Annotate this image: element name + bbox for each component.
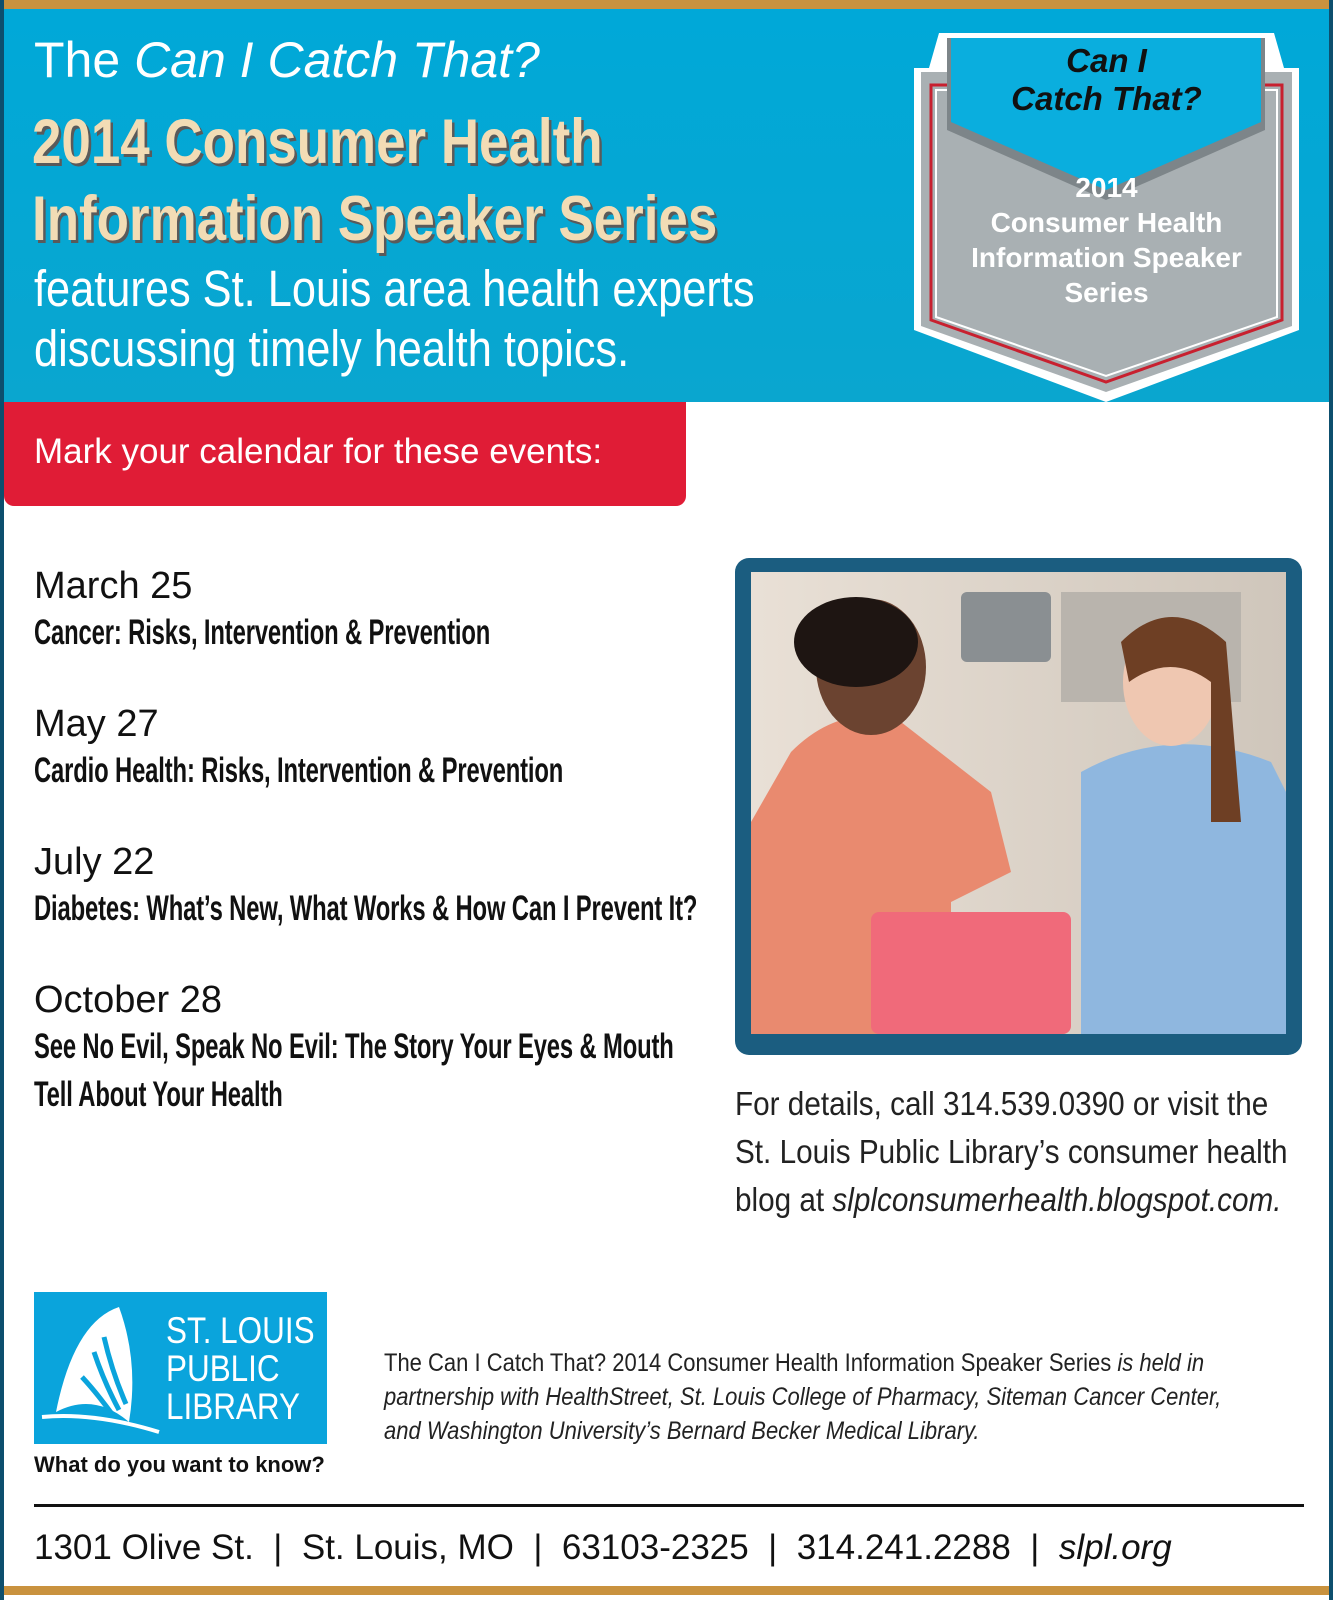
- library-tagline: What do you want to know?: [34, 1452, 325, 1477]
- event-title: Cardio Health: Risks, Intervention & Prevention: [34, 751, 564, 790]
- series-intro: The Can I Catch That?: [34, 32, 540, 88]
- event-item: [34, 701, 724, 795]
- details-text: For details, call 314.539.0390 or visit the St. Louis Public Library’s consumer health blog at slplconsumerhealth.blogspot.com.: [735, 1085, 1288, 1218]
- zip: 63103-2325: [561, 1528, 749, 1567]
- slpl-logo: [34, 1292, 327, 1444]
- contact-footer: 1301 Olive St. | St. Louis, MO | 63103-2325 | 314.241.2288 | slpl.org: [34, 1528, 1172, 1567]
- open-book-icon: [34, 1292, 164, 1444]
- event-list: [34, 563, 724, 1163]
- flyer: [4, 0, 1329, 1600]
- divider: [34, 1504, 1304, 1507]
- banner-text: Mark your calendar for these events:: [34, 432, 603, 471]
- page-title: 2014 Consumer Health Information Speaker Series: [32, 107, 718, 254]
- bottom-gold-bar: [4, 1586, 1329, 1595]
- blog-link[interactable]: slplconsumerhealth.blogspot.com.: [832, 1181, 1282, 1218]
- event-date: March 25: [34, 565, 193, 607]
- website-link[interactable]: slpl.org: [1058, 1528, 1172, 1567]
- logo-text: ST. LOUIS PUBLIC LIBRARY: [166, 1310, 315, 1427]
- badge-subtitle: 2014 Consumer Health Information Speaker Series: [971, 172, 1242, 308]
- address: 1301 Olive St.: [34, 1528, 254, 1567]
- nurse-patient-photo: [735, 558, 1302, 1055]
- subtitle: features St. Louis area health experts discussing timely health topics.: [34, 260, 755, 377]
- event-title: Diabetes: What’s New, What Works & How Can I Prevent It?: [34, 889, 698, 928]
- badge-heading: Can I Catch That?: [1011, 42, 1202, 117]
- event-item: [34, 977, 724, 1119]
- calendar-banner: [4, 402, 686, 506]
- top-gold-bar: [4, 0, 1329, 9]
- phone: 314.241.2288: [796, 1528, 1011, 1567]
- partnership-text: The Can I Catch That? 2014 Consumer Health Information Speaker Series is held in partnership with HealthStreet, St. Louis College of Pharmacy, Siteman Cancer Center, and Washington University’s Bernard Becker Medical Library.: [384, 1349, 1222, 1445]
- series-badge: [909, 30, 1304, 405]
- event-item: [34, 839, 724, 933]
- event-date: July 22: [34, 841, 155, 883]
- event-date: October 28: [34, 979, 222, 1021]
- event-title: Cancer: Risks, Intervention & Prevention: [34, 613, 491, 652]
- event-item: [34, 563, 724, 657]
- event-title: See No Evil, Speak No Evil: The Story Your Eyes & Mouth Tell About Your Health: [34, 1027, 674, 1114]
- event-date: May 27: [34, 703, 159, 745]
- city: St. Louis, MO: [301, 1528, 514, 1567]
